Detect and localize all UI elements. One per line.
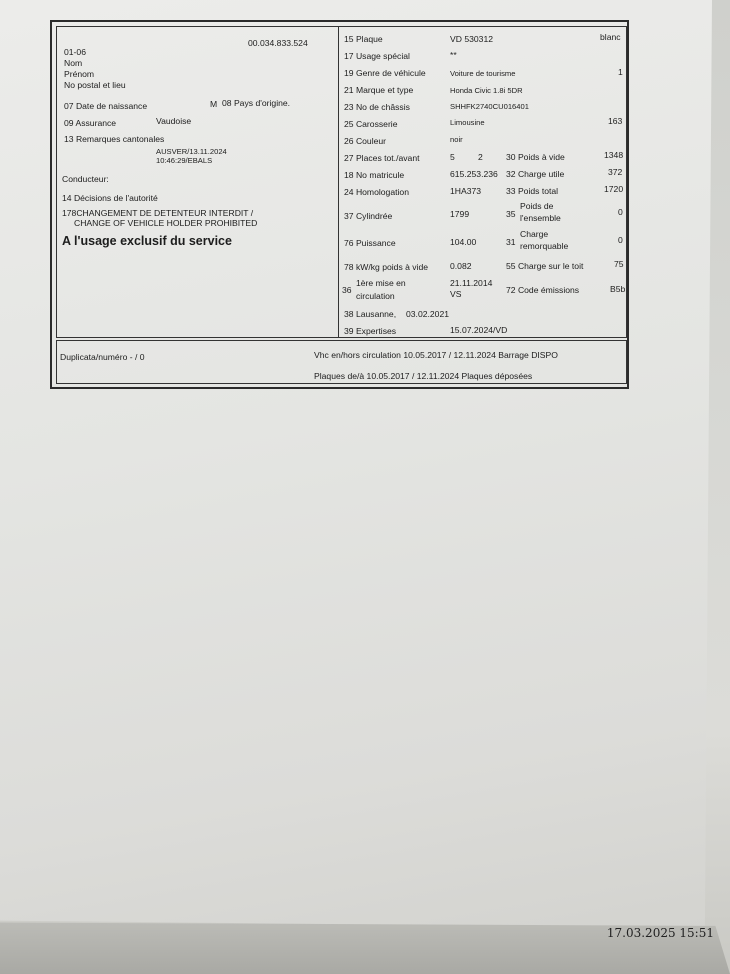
payload-value: 372 <box>608 167 623 177</box>
scan-timestamp: 17.03.2025 15:51 <box>606 926 714 940</box>
remark-line-1: AUSVER/13.11.2024 <box>156 147 227 156</box>
first-registration-date: 21.11.2014 <box>450 278 493 288</box>
plate-value: VD 530312 <box>450 34 494 44</box>
emissions-label: 72 Code émissions <box>506 285 580 295</box>
towable-label-1: Charge <box>520 229 549 239</box>
make-value: Honda Civic 1.8i 5DR <box>450 86 523 95</box>
postal-label: No postal et lieu <box>64 80 126 90</box>
plate-color: blanc <box>600 32 621 42</box>
vehicle-type-label: 19 Genre de véhicule <box>344 68 426 78</box>
plates-line: Plaques de/à 10.05.2017 / 12.11.2024 Plaques déposées <box>314 371 533 381</box>
service-usage-note: A l'usage exclusif du service <box>62 234 232 248</box>
seats-total: 5 <box>450 152 455 162</box>
first-name-label: Prénom <box>64 69 95 79</box>
first-registration-label-1: 1ère mise en <box>356 278 406 288</box>
first-registration-place: VS <box>450 289 462 299</box>
total-weight-value: 1720 <box>604 184 624 194</box>
homologation-label: 24 Homologation <box>344 187 409 197</box>
document-number: 00.034.833.524 <box>248 38 308 48</box>
special-use-value: ** <box>450 50 457 60</box>
registration-no-value: 615.253.236 <box>450 169 498 179</box>
insurance-value: Vaudoise <box>156 116 192 126</box>
decision-line-1: 178CHANGEMENT DE DETENTEUR INTERDIT / <box>62 208 254 218</box>
chassis-label: 23 No de châssis <box>344 102 410 112</box>
birth-date-label: 07 Date de naissance <box>64 101 148 111</box>
country-label: 08 Pays d'origine. <box>222 98 291 108</box>
displacement-label: 37 Cylindrée <box>344 211 393 221</box>
remarks-label: 13 Remarques cantonales <box>64 134 165 144</box>
issue-date: 03.02.2021 <box>406 309 450 319</box>
combined-weight-number: 35 <box>506 209 516 219</box>
empty-weight-label: 30 Poids à vide <box>506 152 565 162</box>
combined-weight-label-2: l'ensemble <box>520 213 561 223</box>
power-weight-label: 78 kW/kg poids à vide <box>344 262 429 272</box>
seats-front: 2 <box>478 152 483 162</box>
make-label: 21 Marque et type <box>344 85 414 95</box>
color-label: 26 Couleur <box>344 136 387 146</box>
name-label: Nom <box>64 58 83 68</box>
towable-number: 31 <box>506 237 516 247</box>
form-code: 01-06 <box>64 47 86 57</box>
towable-label-2: remorquable <box>520 241 569 251</box>
color-value: noir <box>450 135 463 144</box>
towable-value: 0 <box>618 235 623 245</box>
plate-label: 15 Plaque <box>344 34 383 44</box>
decisions-label: 14 Décisions de l'autorité <box>62 193 158 203</box>
special-use-label: 17 Usage spécial <box>344 51 410 61</box>
combined-weight-value: 0 <box>618 207 623 217</box>
vehicle-circulation-line: Vhc en/hors circulation 10.05.2017 / 12.11.2024 Barrage DISPO <box>314 350 558 360</box>
emissions-value: B5b <box>610 284 626 294</box>
body-value: Limousine <box>450 118 485 127</box>
seats-label: 27 Places tot./avant <box>344 153 420 163</box>
body-label: 25 Carosserie <box>344 119 398 129</box>
empty-weight-value: 1348 <box>604 150 624 160</box>
registration-document <box>50 20 629 389</box>
roof-load-label: 55 Charge sur le toit <box>506 261 584 271</box>
first-registration-label-2: circulation <box>356 291 395 301</box>
issue-place-label: 38 Lausanne, <box>344 309 397 319</box>
body-code: 163 <box>608 116 623 126</box>
duplicate-number: Duplicata/numéro - / 0 <box>60 352 145 362</box>
remark-line-2: 10:46:29/EBALS <box>156 156 213 165</box>
insurance-label: 09 Assurance <box>64 118 117 128</box>
registration-no-label: 18 No matricule <box>344 170 405 180</box>
roof-load-value: 75 <box>614 259 624 269</box>
sex-value: M <box>210 99 218 109</box>
power-value: 104.00 <box>450 237 477 247</box>
inspections-label: 39 Expertises <box>344 326 397 336</box>
power-weight-value: 0.082 <box>450 261 472 271</box>
first-registration-number: 36 <box>342 285 352 295</box>
power-label: 76 Puissance <box>344 238 396 248</box>
displacement-value: 1799 <box>450 209 470 219</box>
total-weight-label: 33 Poids total <box>506 186 559 196</box>
driver-label: Conducteur: <box>62 174 109 184</box>
vehicle-type-code: 1 <box>618 67 623 77</box>
homologation-value: 1HA373 <box>450 186 482 196</box>
decision-line-2: CHANGE OF VEHICLE HOLDER PROHIBITED <box>74 218 258 228</box>
combined-weight-label-1: Poids de <box>520 201 554 211</box>
vehicle-type-value: Voiture de tourisme <box>450 69 516 78</box>
chassis-value: SHHFK2740CU016401 <box>450 102 529 111</box>
payload-label: 32 Charge utile <box>506 169 565 179</box>
inspections-value: 15.07.2024/VD <box>450 325 508 335</box>
